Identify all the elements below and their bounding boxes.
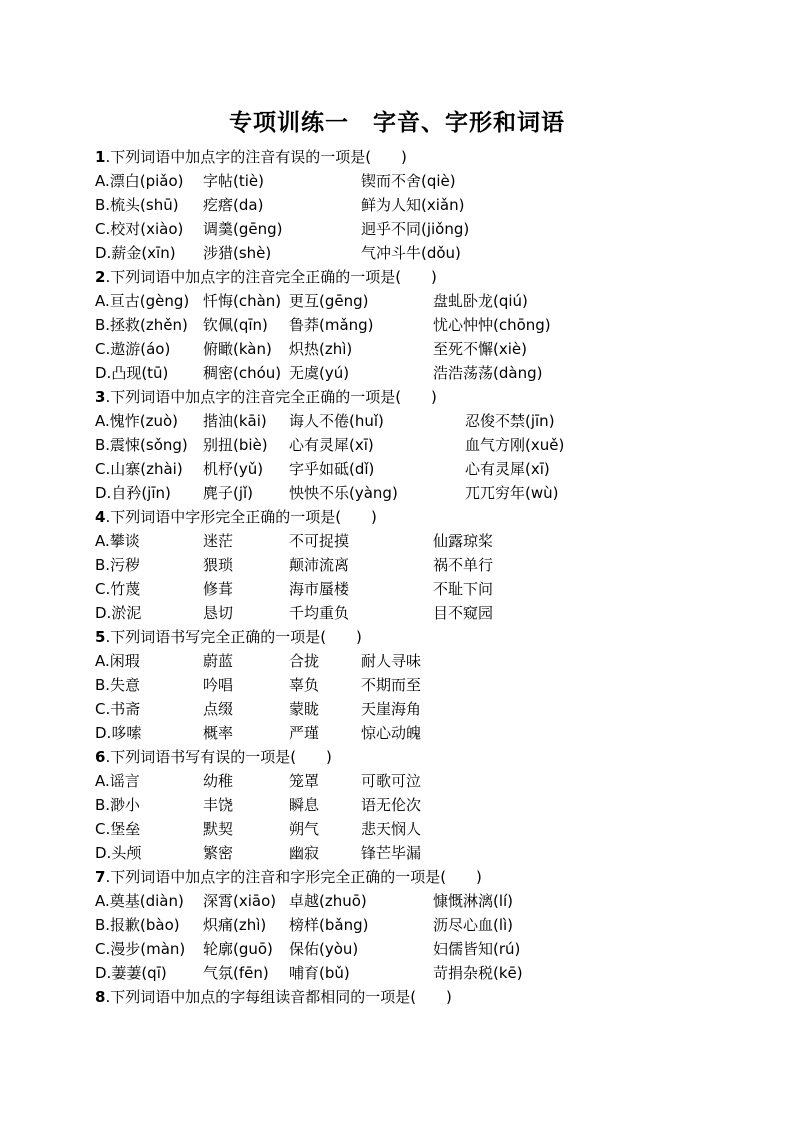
option-row [95,289,735,313]
option-term: 盘虬卧龙(qiú) [433,292,528,310]
option-label-term: C.漫步(màn) [95,940,186,958]
option-label-term: C.校对(xiào) [95,220,184,238]
option-label-term: B.梳头(shū) [95,196,179,214]
option-row [95,337,735,361]
option-term: 气冲斗牛(dǒu) [361,244,461,262]
question-number: 1 [95,148,106,166]
option-term: 语无伦次 [361,796,422,814]
option-term: 千均重负 [289,604,350,622]
option-row [95,577,735,601]
option-term: 朔气 [289,820,320,838]
question-text: .下列词语中加点字的注音完全正确的一项是( ) [105,268,437,286]
option-term: 瞬息 [289,796,320,814]
option-term: 幽寂 [289,844,320,862]
option-term: 笼罩 [289,772,320,790]
option-label-term: D.哆嗦 [95,724,142,742]
option-row [95,529,735,553]
question-number: 2 [95,268,106,286]
option-term: 忧心忡忡(chōng) [433,316,551,334]
question-stem [95,745,735,769]
option-row [95,793,735,817]
option-term: 榜样(bǎng) [289,916,369,934]
option-term: 不期而至 [361,676,422,694]
option-term: 海市蜃楼 [289,580,350,598]
option-term: 钦佩(qīn) [203,316,268,334]
option-term: 诲人不倦(huǐ) [289,412,384,430]
option-label-term: D.凸现(tū) [95,364,169,382]
option-term: 忏悔(chàn) [203,292,282,310]
option-term: 鲜为人知(xiǎn) [361,196,465,214]
option-term: 仙露琼桨 [433,532,494,550]
question-number: 8 [95,988,106,1006]
option-term: 心有灵犀(xī) [289,436,374,454]
option-term: 妇儒皆知(rú) [433,940,521,958]
option-label-term: D.淤泥 [95,604,142,622]
option-term: 别扭(biè) [203,436,268,454]
option-term: 无虞(yú) [289,364,350,382]
option-row [95,553,735,577]
option-term: 忍俊不禁(jīn) [465,412,555,430]
option-term: 更互(gēng) [289,292,369,310]
option-term: 迷茫 [203,532,234,550]
option-term: 怏怏不乐(yàng) [289,484,398,502]
option-row [95,937,735,961]
option-row [95,217,735,241]
option-term: 揩油(kāi) [203,412,267,430]
question-text: .下列词语书写完全正确的一项是( ) [105,628,362,646]
option-term: 涉猎(shè) [203,244,272,262]
question-text: .下列词语中加点的字每组读音都相同的一项是( ) [105,988,452,1006]
option-term: 严瑾 [289,724,320,742]
question-text: .下列词语中加点字的注音和字形完全正确的一项是( ) [105,868,482,886]
option-label-term: C.竹蔑 [95,580,141,598]
option-label-term: C.山寨(zhài) [95,460,183,478]
option-term: 慷慨淋漓(lí) [433,892,514,910]
option-term: 颠沛流离 [289,556,350,574]
question-number: 6 [95,748,106,766]
option-row [95,961,735,985]
option-term: 至死不懈(xiè) [433,340,527,358]
option-label-term: C.遨游(áo) [95,340,171,358]
title-part-1: 专项训练一 [229,109,349,136]
option-term: 目不窥园 [433,604,494,622]
option-row [95,313,735,337]
option-row [95,409,735,433]
question-text: .下列词语书写有误的一项是( ) [105,748,332,766]
option-label-term: A.亘古(gèng) [95,292,190,310]
option-term: 苛捐杂税(kē) [433,964,523,982]
option-term: 疙瘩(da) [203,196,264,214]
question-stem [95,385,735,409]
option-row [95,697,735,721]
option-term: 哺育(bǔ) [289,964,350,982]
question-number: 3 [95,388,106,406]
option-term: 修葺 [203,580,234,598]
option-term: 耐人寻味 [361,652,422,670]
option-term: 锲而不舍(qiè) [361,172,456,190]
option-label-term: B.失意 [95,676,141,694]
option-label-term: A.奠基(diàn) [95,892,184,910]
option-label-term: C.书斋 [95,700,141,718]
option-term: 天崖海角 [361,700,422,718]
option-term: 迥乎不同(jiǒng) [361,220,470,238]
question-list [95,145,735,1009]
option-term: 血气方刚(xuě) [465,436,565,454]
option-row [95,889,735,913]
option-term: 机杼(yǔ) [203,460,264,478]
option-label-term: D.萋萋(qī) [95,964,167,982]
option-row [95,193,735,217]
option-term: 猥琐 [203,556,234,574]
question-stem [95,145,735,169]
option-label-term: A.谣言 [95,772,140,790]
option-term: 丰饶 [203,796,234,814]
option-label-term: C.堡垒 [95,820,141,838]
option-term: 麂子(jǐ) [203,484,254,502]
question-text: .下列词语中加点字的注音有误的一项是( ) [105,148,407,166]
option-term: 炽痛(zhì) [203,916,267,934]
option-term: 气氛(fēn) [203,964,269,982]
option-term: 锋芒毕漏 [361,844,422,862]
option-row [95,841,735,865]
option-term: 轮廓(guō) [203,940,273,958]
option-term: 吟唱 [203,676,234,694]
option-term: 点缀 [203,700,234,718]
option-term: 概率 [203,724,234,742]
option-row [95,913,735,937]
option-term: 祸不单行 [433,556,494,574]
option-row [95,361,735,385]
option-term: 辜负 [289,676,320,694]
option-term: 炽热(zhì) [289,340,353,358]
option-label-term: A.攀谈 [95,532,140,550]
option-row [95,721,735,745]
option-term: 心有灵犀(xī) [465,460,550,478]
option-row [95,481,735,505]
option-label-term: B.报歉(bào) [95,916,180,934]
option-label-term: A.愧怍(zuò) [95,412,179,430]
option-label-term: D.薪金(xīn) [95,244,176,262]
option-term: 调羹(gēng) [203,220,283,238]
option-row [95,817,735,841]
option-row [95,601,735,625]
option-row [95,457,735,481]
option-label-term: D.头颅 [95,844,142,862]
option-label-term: B.拯救(zhěn) [95,316,188,334]
option-term: 幼稚 [203,772,234,790]
option-term: 蔚蓝 [203,652,234,670]
question-number: 7 [95,868,106,886]
option-term: 惊心动魄 [361,724,422,742]
option-term: 合拢 [289,652,320,670]
option-term: 不可捉摸 [289,532,350,550]
question-stem [95,865,735,889]
question-number: 5 [95,628,106,646]
option-term: 保佑(yòu) [289,940,359,958]
option-term: 深霄(xiāo) [203,892,277,910]
option-row [95,649,735,673]
option-row [95,769,735,793]
option-term: 鲁莽(mǎng) [289,316,374,334]
option-term: 繁密 [203,844,234,862]
question-stem [95,265,735,289]
question-text: .下列词语中加点字的注音完全正确的一项是( ) [105,388,437,406]
option-term: 字帖(tiè) [203,172,264,190]
option-label-term: B.渺小 [95,796,141,814]
question-number: 4 [95,508,106,526]
question-text: .下列词语中字形完全正确的一项是( ) [105,508,377,526]
question-stem [95,625,735,649]
option-label-term: B.震悚(sǒng) [95,436,188,454]
option-term: 俯瞰(kàn) [203,340,272,358]
question-stem [95,505,735,529]
option-label-term: A.漂白(piǎo) [95,172,184,190]
option-term: 默契 [203,820,234,838]
option-term: 恳切 [203,604,234,622]
option-term: 沥尽心血(lì) [433,916,514,934]
option-term: 稠密(chóu) [203,364,282,382]
option-term: 不耻下问 [433,580,494,598]
option-row [95,241,735,265]
option-term: 兀兀穷年(wù) [465,484,559,502]
title-part-2: 字音、字形和词语 [373,109,565,136]
option-label-term: B.污秽 [95,556,141,574]
option-row [95,673,735,697]
page-title [0,104,794,137]
option-term: 字乎如砥(dǐ) [289,460,375,478]
option-label-term: A.闲瑕 [95,652,140,670]
option-term: 蒙眬 [289,700,320,718]
question-stem [95,985,735,1009]
option-term: 可歌可泣 [361,772,422,790]
option-label-term: D.自矜(jīn) [95,484,171,502]
option-term: 卓越(zhuō) [289,892,367,910]
option-term: 悲天悯人 [361,820,422,838]
option-row [95,169,735,193]
option-term: 浩浩荡荡(dàng) [433,364,543,382]
option-row [95,433,735,457]
